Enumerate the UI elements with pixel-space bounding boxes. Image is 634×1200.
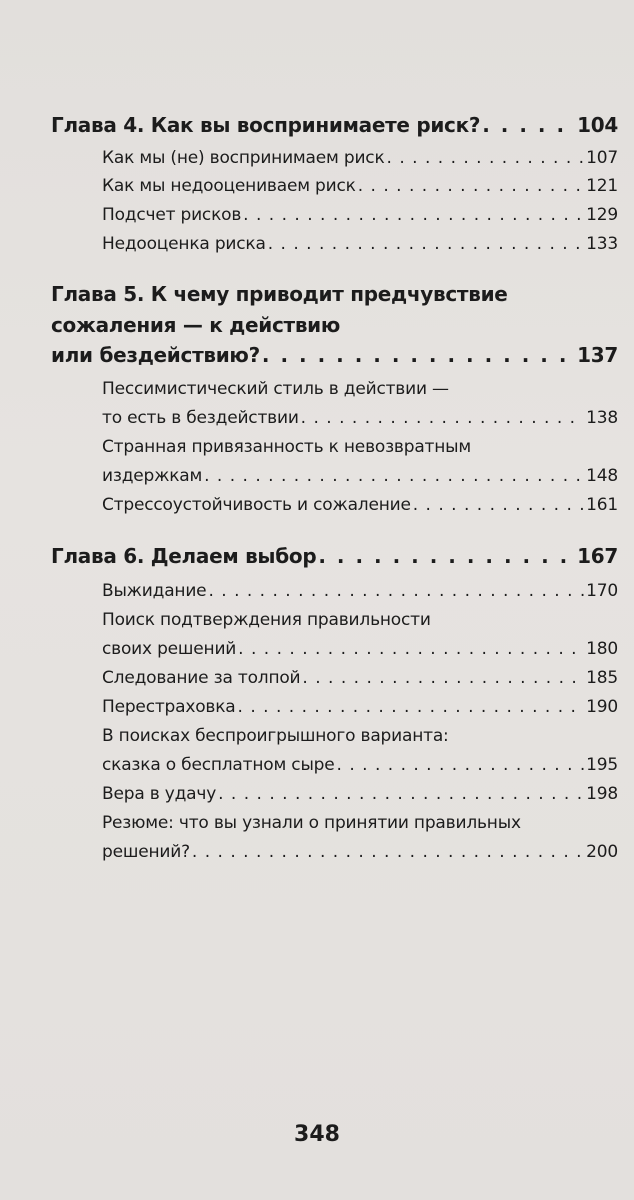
entry-title: Перестраховка [102,697,236,717]
entry-title: то есть в бездействии [102,408,299,428]
toc-entry [102,176,618,196]
chapter-title-line: Глава 5. К чему приводит предчувствие [51,282,508,306]
dot-leader [387,148,585,168]
dot-leader [482,113,575,137]
toc-entry [102,842,618,862]
entry-title-line: Странная привязанность к невозвратным [102,437,472,457]
dot-leader [301,408,584,428]
page-number: 198 [586,784,618,804]
page-number: 185 [586,668,618,688]
chapter-title: Глава 6. Делаем выбор [51,544,317,568]
toc-entry [102,148,618,168]
page-number: 138 [586,408,618,428]
page-number: 121 [586,176,618,196]
folio-page-number: 348 [294,1122,340,1147]
page-number: 107 [586,148,618,168]
page-number: 137 [577,343,618,367]
toc-entry [102,466,618,486]
toc-entry [102,581,618,601]
entry-title: решений? [102,842,190,862]
entry-title-line: Пессимистический стиль в действии — [102,379,449,399]
entry-title: Выжидание [102,581,207,601]
toc-entry [102,639,618,659]
toc-entry [102,408,618,428]
entry-title-line: Поиск подтверждения правильности [102,610,431,630]
entry-title: сказка о бесплатном сыре [102,755,335,775]
entry-title: Как мы (не) воспринимаем риск [102,148,385,168]
entry-title: Недооценка риска [102,234,266,254]
entry-title: Следование за толпой [102,668,301,688]
dot-leader [218,784,584,804]
page-number: 161 [586,495,618,515]
dot-leader [238,639,584,659]
dot-leader [238,697,585,717]
toc-entry [102,205,618,225]
toc-entry [102,697,618,717]
dot-leader [204,466,584,486]
toc-chapter-6 [51,544,618,568]
entry-title-line: Резюме: что вы узнали о принятии правильных [102,813,521,833]
page-number: 104 [577,113,618,137]
dot-leader [318,544,575,568]
toc-entry [102,784,618,804]
dot-leader [208,581,584,601]
page-number: 180 [586,639,618,659]
dot-leader [243,205,584,225]
page-number: 200 [586,842,618,862]
chapter-title-line: сожаления — к действию [51,313,341,337]
page-number: 190 [586,697,618,717]
entry-title: Подсчет рисков [102,205,242,225]
toc-entry [102,668,618,688]
entry-title: Стрессоустойчивость и сожаление [102,495,411,515]
toc-chapter-5 [51,343,618,367]
dot-leader [302,668,584,688]
entry-title: издержкам [102,466,203,486]
toc-entry [102,755,618,775]
dot-leader [262,343,575,367]
page-number: 195 [586,755,618,775]
chapter-title: или бездействию? [51,343,260,367]
dot-leader [192,842,584,862]
page-number: 148 [586,466,618,486]
page-number: 167 [577,544,618,568]
dot-leader [413,495,584,515]
page-number: 170 [586,581,618,601]
chapter-title: Глава 4. Как вы воспринимаете риск? [51,113,481,137]
dot-leader [337,755,585,775]
entry-title: своих решений [102,639,237,659]
entry-title: Вера в удачу [102,784,217,804]
entry-title-line: В поисках беспроигрышного варианта: [102,726,449,746]
toc-chapter-4 [51,113,618,137]
toc-entry [102,234,618,254]
page-number: 129 [586,205,618,225]
toc-entry [102,495,618,515]
dot-leader [358,176,584,196]
dot-leader [268,234,584,254]
entry-title: Как мы недооцениваем риск [102,176,356,196]
page-number: 133 [586,234,618,254]
